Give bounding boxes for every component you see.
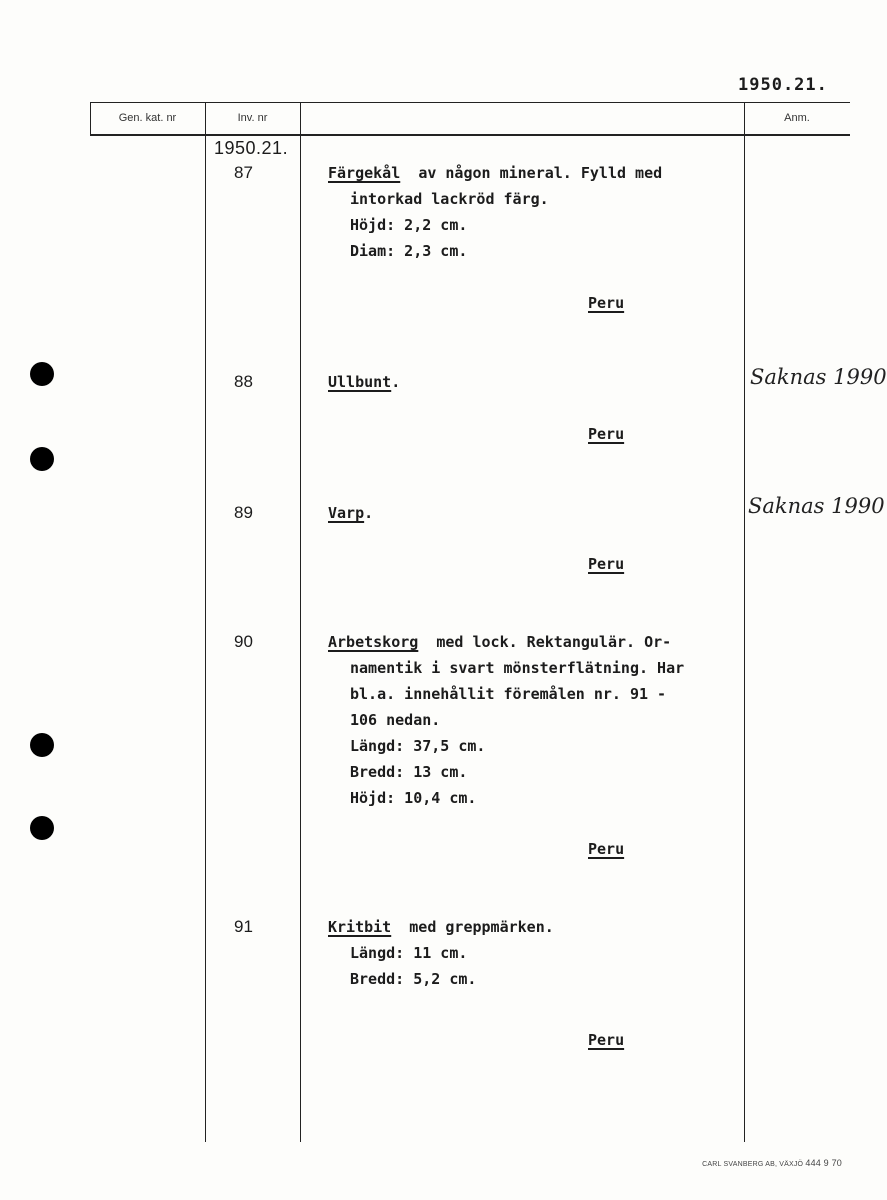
binder-hole xyxy=(30,816,54,840)
entry-line: Bredd: 13 cm. xyxy=(350,763,468,781)
entry-title-suffix: . xyxy=(391,373,401,391)
column-divider-2 xyxy=(205,102,206,1142)
printer-mark xyxy=(702,1158,842,1168)
entry-origin: Peru xyxy=(588,555,625,573)
annotation-handwritten: Saknas 1990 xyxy=(750,365,887,389)
header-bottom-rule xyxy=(90,134,850,136)
series-label: 1950.21. xyxy=(214,138,289,158)
printer-code: 444 9 70 xyxy=(805,1158,842,1168)
entry-line: Diam: 2,3 cm. xyxy=(350,242,468,260)
entry-line: Höjd: 2,2 cm. xyxy=(350,216,468,234)
entry-origin: Peru xyxy=(588,1031,625,1049)
entry-title-suffix: . xyxy=(364,504,374,522)
inventory-number: 87 xyxy=(234,163,253,182)
entry-title: Arbetskorg xyxy=(328,633,419,651)
column-header-inv-nr: Inv. nr xyxy=(237,112,268,124)
entry-line: Längd: 37,5 cm. xyxy=(350,737,486,755)
entry-origin: Peru xyxy=(588,840,625,858)
column-header-anm: Anm. xyxy=(784,112,810,124)
entry-first-line xyxy=(328,500,373,526)
inventory-number: 89 xyxy=(234,503,253,522)
annotation-handwritten: Saknas 1990 xyxy=(748,494,885,518)
entry-origin: Peru xyxy=(588,294,625,312)
column-divider-3 xyxy=(300,102,301,1142)
inventory-number: 90 xyxy=(234,632,253,651)
inventory-number: 88 xyxy=(234,372,253,391)
entry-first-line xyxy=(328,160,662,186)
entry-title: Färgekål xyxy=(328,164,401,182)
entry-title: Ullbunt xyxy=(328,373,392,391)
entry-line: Bredd: 5,2 cm. xyxy=(350,970,477,988)
entry-title: Varp xyxy=(328,504,365,522)
binder-hole xyxy=(30,362,54,386)
column-divider-4 xyxy=(744,102,745,1142)
entry-title: Kritbit xyxy=(328,918,392,936)
binder-hole xyxy=(30,733,54,757)
entry-line: Höjd: 10,4 cm. xyxy=(350,789,477,807)
entry-first-line xyxy=(328,369,400,395)
entry-line: bl.a. innehållit föremålen nr. 91 - xyxy=(350,685,667,703)
entry-origin: Peru xyxy=(588,425,625,443)
entry-line: med lock. Rektangulär. Or- xyxy=(436,633,672,651)
column-header-gen-kat-nr: Gen. kat. nr xyxy=(118,112,177,124)
entry-first-line xyxy=(328,629,671,655)
inventory-number: 91 xyxy=(234,917,253,936)
entry-line: intorkad lackröd färg. xyxy=(350,190,549,208)
entry-line: Längd: 11 cm. xyxy=(350,944,468,962)
entry-line: 106 nedan. xyxy=(350,711,441,729)
table-top-rule xyxy=(90,102,850,103)
binder-hole xyxy=(30,447,54,471)
entry-line: av någon mineral. Fylld med xyxy=(418,164,663,182)
entry-line: med greppmärken. xyxy=(409,918,554,936)
entry-first-line xyxy=(328,914,554,940)
entry-line: namentik i svart mönsterflätning. Har xyxy=(350,659,685,677)
printer-name: CARL SVANBERG AB, VÄXJÖ xyxy=(702,1161,804,1168)
page-number: 1950.21. xyxy=(738,75,828,95)
